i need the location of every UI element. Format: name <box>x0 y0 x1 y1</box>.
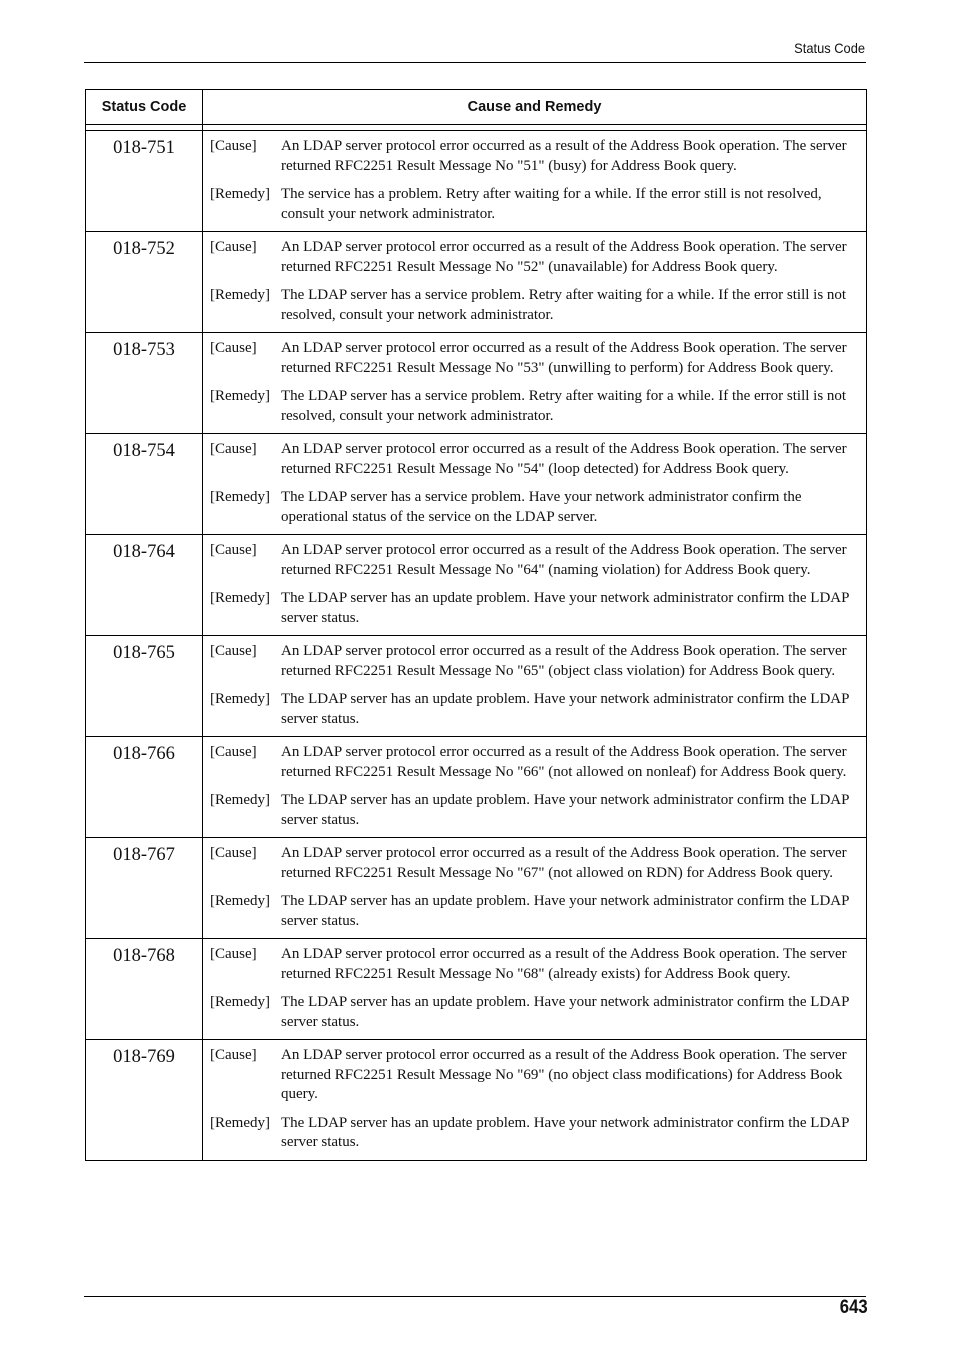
remedy-text: The LDAP server has a service problem. Retry after waiting for a while. If the error still is not resolved, consult your network administrator. <box>281 287 847 323</box>
running-header: Status Code <box>794 40 865 56</box>
remedy-entry <box>210 1114 860 1153</box>
cause-text: An LDAP server protocol error occurred as a result of the Address Book operation. The server returned RFC2251 Result Message No "51" (busy) for Address Book query. <box>281 138 847 174</box>
status-code-table <box>85 89 867 1161</box>
page-number: 643 <box>840 1297 868 1318</box>
cause-entry <box>210 1046 860 1105</box>
status-code-cell: 018-754 <box>86 434 203 535</box>
table-row <box>86 1040 867 1161</box>
status-code-cell: 018-769 <box>86 1040 203 1161</box>
remedy-label: [Remedy] <box>210 1114 270 1131</box>
remedy-text: The LDAP server has a service problem. Have your network administrator confirm the operational status of the service on the LDAP server. <box>281 489 802 525</box>
status-code-cell: 018-753 <box>86 333 203 434</box>
remedy-label: [Remedy] <box>210 994 270 1010</box>
header-rule <box>84 62 866 63</box>
cause-label: [Cause] <box>210 845 257 861</box>
cause-text: An LDAP server protocol error occurred as a result of the Address Book operation. The server returned RFC2251 Result Message No "66" (not allowed on nonleaf) for Address Book query. <box>281 744 847 780</box>
cause-remedy-cell <box>203 1040 867 1161</box>
cause-text: An LDAP server protocol error occurred as a result of the Address Book operation. The server returned RFC2251 Result Message No "53" (unwilling to perform) for Address Book query. <box>281 340 847 376</box>
cause-text: An LDAP server protocol error occurred as a result of the Address Book operation. The server returned RFC2251 Result Message No "67" (not allowed on RDN) for Address Book query. <box>281 845 847 881</box>
cause-remedy-cell <box>203 131 867 232</box>
table-row <box>86 838 867 939</box>
remedy-entry <box>210 993 860 1032</box>
cause-remedy-cell <box>203 333 867 434</box>
cause-text: An LDAP server protocol error occurred as a result of the Address Book operation. The server returned RFC2251 Result Message No "54" (loop detected) for Address Book query. <box>281 441 847 477</box>
cause-text: An LDAP server protocol error occurred as a result of the Address Book operation. The server returned RFC2251 Result Message No "69" (no object class modifications) for Address Book query. <box>281 1047 847 1102</box>
cause-label: [Cause] <box>210 643 257 659</box>
cause-remedy-cell <box>203 838 867 939</box>
cause-remedy-cell <box>203 636 867 737</box>
column-header-cause-remedy: Cause and Remedy <box>203 90 867 125</box>
remedy-label: [Remedy] <box>210 287 270 303</box>
remedy-label: [Remedy] <box>210 792 270 808</box>
cause-entry <box>210 339 860 378</box>
remedy-text: The LDAP server has an update problem. Have your network administrator confirm the LDAP server status. <box>281 691 849 727</box>
status-code-cell: 018-764 <box>86 535 203 636</box>
remedy-text: The LDAP server has an update problem. Have your network administrator confirm the LDAP server status. <box>281 792 849 828</box>
cause-text: An LDAP server protocol error occurred as a result of the Address Book operation. The server returned RFC2251 Result Message No "52" (unavailable) for Address Book query. <box>281 239 847 275</box>
remedy-text: The LDAP server has an update problem. Have your network administrator confirm the LDAP server status. <box>281 590 849 626</box>
remedy-entry <box>210 185 860 224</box>
cause-remedy-cell <box>203 434 867 535</box>
remedy-text: The LDAP server has an update problem. Have your network administrator confirm the LDAP server status. <box>281 1114 849 1150</box>
cause-label: [Cause] <box>210 744 257 760</box>
status-code-cell: 018-765 <box>86 636 203 737</box>
remedy-entry <box>210 892 860 931</box>
cause-label: [Cause] <box>210 946 257 962</box>
status-code-cell: 018-752 <box>86 232 203 333</box>
cause-label: [Cause] <box>210 340 257 356</box>
table-row <box>86 232 867 333</box>
cause-label: [Cause] <box>210 239 257 255</box>
cause-remedy-cell <box>203 232 867 333</box>
cause-label: [Cause] <box>210 441 257 457</box>
remedy-entry <box>210 589 860 628</box>
status-code-cell: 018-767 <box>86 838 203 939</box>
cause-entry <box>210 945 860 984</box>
remedy-label: [Remedy] <box>210 893 270 909</box>
cause-entry <box>210 238 860 277</box>
remedy-entry <box>210 286 860 325</box>
remedy-text: The service has a problem. Retry after waiting for a while. If the error still is not resolved, consult your network administrator. <box>281 186 822 222</box>
table-row <box>86 737 867 838</box>
table-row <box>86 131 867 232</box>
column-header-status-code: Status Code <box>86 90 203 125</box>
remedy-label: [Remedy] <box>210 388 270 404</box>
cause-text: An LDAP server protocol error occurred as a result of the Address Book operation. The server returned RFC2251 Result Message No "65" (object class violation) for Address Book query. <box>281 643 847 679</box>
cause-text: An LDAP server protocol error occurred as a result of the Address Book operation. The server returned RFC2251 Result Message No "64" (naming violation) for Address Book query. <box>281 542 847 578</box>
cause-label: [Cause] <box>210 1047 257 1063</box>
cause-text: An LDAP server protocol error occurred as a result of the Address Book operation. The server returned RFC2251 Result Message No "68" (already exists) for Address Book query. <box>281 946 847 982</box>
cause-entry <box>210 440 860 479</box>
status-code-cell: 018-751 <box>86 131 203 232</box>
table-row <box>86 636 867 737</box>
remedy-text: The LDAP server has a service problem. Retry after waiting for a while. If the error still is not resolved, consult your network administrator. <box>281 388 847 424</box>
cause-remedy-cell <box>203 737 867 838</box>
remedy-entry <box>210 791 860 830</box>
remedy-label: [Remedy] <box>210 691 270 707</box>
cause-remedy-cell <box>203 535 867 636</box>
status-code-cell: 018-768 <box>86 939 203 1040</box>
footer-rule <box>84 1296 866 1297</box>
cause-remedy-cell <box>203 939 867 1040</box>
status-code-cell: 018-766 <box>86 737 203 838</box>
remedy-text: The LDAP server has an update problem. Have your network administrator confirm the LDAP server status. <box>281 893 849 929</box>
remedy-text: The LDAP server has an update problem. Have your network administrator confirm the LDAP server status. <box>281 994 849 1030</box>
remedy-label: [Remedy] <box>210 186 270 202</box>
table-header-row <box>86 90 867 125</box>
cause-label: [Cause] <box>210 542 257 558</box>
table-row <box>86 434 867 535</box>
remedy-entry <box>210 488 860 527</box>
remedy-entry <box>210 387 860 426</box>
remedy-entry <box>210 690 860 729</box>
table-row <box>86 939 867 1040</box>
cause-entry <box>210 541 860 580</box>
cause-entry <box>210 743 860 782</box>
cause-entry <box>210 844 860 883</box>
remedy-label: [Remedy] <box>210 590 270 606</box>
cause-entry <box>210 137 860 176</box>
table-row <box>86 333 867 434</box>
table-row <box>86 535 867 636</box>
cause-entry <box>210 642 860 681</box>
remedy-label: [Remedy] <box>210 489 270 505</box>
cause-label: [Cause] <box>210 138 257 154</box>
